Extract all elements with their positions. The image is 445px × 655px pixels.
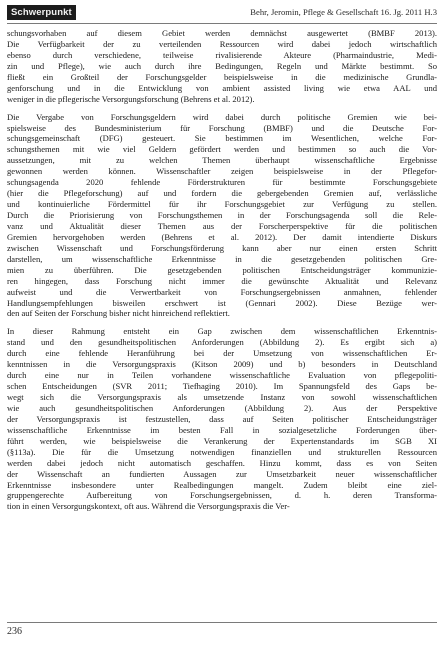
text-line: aufweist und die Verwertbarkeit von Forschungsergebnissen anmahnen, fehlender (7, 286, 437, 297)
text-line: gewonnen werden können. Wissenschaftler zeigen beispielsweise in der Pflegefor- (7, 166, 437, 177)
text-line: führt werden, wie beispielsweise die Verankerung der Expertenstandards im SGB XI (7, 435, 437, 446)
text-line: wissenschaftliche Erkenntnisse im besten Fall in sozialgesetzliche Forderungen über- (7, 424, 437, 435)
text-line: wegt sich die Versorgungspraxis als umsetzende Instanz von sowohl wissenschaftlichen (7, 392, 437, 402)
text-line: zin und Pflege), wie auch durch ihre Bedingungen, Regeln und Märkte bestimmt. So (7, 60, 437, 71)
text-line: Die Vergabe von Forschungsgeldern wird dabei durch politische Gremien wie bei- (7, 111, 437, 122)
text-line: schungsthemen mit wie viel Geldern gefördert werden und bestimmen so auch die Vor- (7, 144, 437, 155)
page-header (7, 4, 437, 22)
text-line: vanz und Aktualität dieser Themen aus der Forscherperspektive für die politischen (7, 220, 437, 231)
text-line: der Versorgungspraxis ist festzustellen, dass auf Seiten politischer Entscheidungsträger (7, 413, 437, 424)
text-line: durch eine nur in Teilen vorhandene wissenschaftliche Evaluation von pflegepoliti- (7, 370, 437, 381)
text-line: den auf Seiten der Forschung bisher nicht hinreichend reflektiert. (7, 308, 230, 319)
text-line: ren hingegen, dass Forschung nicht immer die gewünschte Aktualität und Relevanz (7, 275, 437, 286)
text-line: Gremien hervorgehoben werden (Behrens et al. 2012). Der damit intendierte Diskurs (7, 231, 437, 242)
page-number: 236 (7, 626, 22, 637)
text-line: genforschung und in die Entwicklung von ambient assisted living wie etwa AAL und (7, 82, 437, 93)
text-line: der Wissenschaft an fundierten Aussagen zur Umsetzbarkeit neuer wissenschaftlicher (7, 468, 437, 479)
section-label: Schwerpunkt (7, 5, 76, 20)
header-rule (7, 23, 437, 24)
text-line: (§113a). Die für die Umsetzung notwendigen finanziellen und strukturellen Ressourcen (7, 446, 437, 457)
text-line: zwischen Wissenschaft und Forschungsförderung kann aber nur einen ersten Schritt (7, 242, 437, 253)
text-line: aussetzungen, mit zu welchen Themen überhaupt wissenschaftliche Ergebnisse (7, 155, 437, 166)
text-line: und kontinuierliche Fördermittel für ihr Forschungsgebiet zur Verfügung zu stellen. (7, 199, 437, 210)
text-line: spielsweise des Bundesministerium für Forschung (BMBF) und die Deutsche For- (7, 122, 437, 133)
text-line: mien zu überführen. Die gesetzgebenden politischen Entscheidungsträger kommunizie- (7, 264, 437, 275)
text-line: durch eine fehlende Heranführung bei der Umsetzung von wissenschaftlichen Er- (7, 348, 437, 359)
text-line: darstellen, um wissenschaftliche Erkenntnisse in die gesetzgebenden politischen Gre- (7, 253, 437, 264)
text-line: schungsvorhaben auf diesem Gebiet werden demnächst ausgewertet (BMBF 2013). (7, 28, 437, 38)
text-line: fließt ein Großteil der Forschungsgelder beispielsweise in die medizinische Grundla- (7, 71, 437, 82)
text-line: Handlungsempfehlungen bisweilen erschwert ist (Gennari 2002). Diese Bezüge wer- (7, 297, 437, 308)
text-line: gruppengerechte Aufbereitung von Forschungsergebnissen, d. h. deren Transforma- (7, 490, 437, 501)
text-line: In dieser Rahmung entsteht ein Gap zwischen dem wissenschaftlichen Erkenntnis- (7, 326, 437, 337)
text-line: wie auch gesundheitspolitischen Anforderungen (Abbildung 2). Aus der Perspektive (7, 402, 437, 413)
text-line: Erkenntnisse insbesondere unter Realbedingungen mangelt. Zudem bleibt eine ziel- (7, 479, 437, 490)
text-line: kenntnissen in die Versorgungspraxis (Kitson 2009) und b) besonders in Deutschland (7, 359, 437, 370)
text-line: stand und den gesundheitspolitischen Anforderungen (Abbildung 2). Es ergibt sich a) (7, 337, 437, 348)
text-line: weniger in die pflegerische Versorgungsforschung (Behrens et al. 2012). (7, 93, 255, 104)
body-text (7, 28, 437, 512)
running-head: Behr, Jeromin, Pflege & Gesellschaft 16. Jg. 2011 H.3 (250, 7, 437, 17)
text-line: ebenso durch verschiedene, teilweise rivalisierende Akteure (Pharmaindustrie, Medi- (7, 49, 437, 60)
footer-rule (7, 622, 437, 623)
text-line: schungsgemeinschaft (DFG) gesteuert. Sie bestimmen im Wesentlichen, welche For- (7, 133, 437, 144)
text-line: werden dabei jedoch nicht automatisch geschaffen. Hinzu kommt, dass es von Seiten (7, 457, 437, 468)
text-line: schen Entscheidungen (SVR 2011; Tiefhaging 2010). Im Spannungsfeld des Gaps be- (7, 381, 437, 392)
text-line: tion in einen Versorgungskontext, oft aus. Während die Versorgungspraxis die Ver- (7, 501, 290, 512)
paragraph (7, 112, 437, 320)
text-line: Durch die Priorisierung von Forschungsthemen in der Forschungsagenda soll die Rele- (7, 210, 437, 220)
text-line: schungsagenda 2020 fehlende Förderstrukturen für bestimmte Forschungsgebiete (7, 177, 437, 188)
paragraph (7, 28, 437, 105)
text-line: Die Verfügbarkeit der zu verteilenden Ressourcen wird dabei jedoch wirtschaftlich (7, 38, 437, 49)
text-line: (hier die Pflegeforschung) auf und fordern die gebergebenden Gremien auf, verlässliche (7, 188, 437, 199)
paragraph (7, 326, 437, 512)
